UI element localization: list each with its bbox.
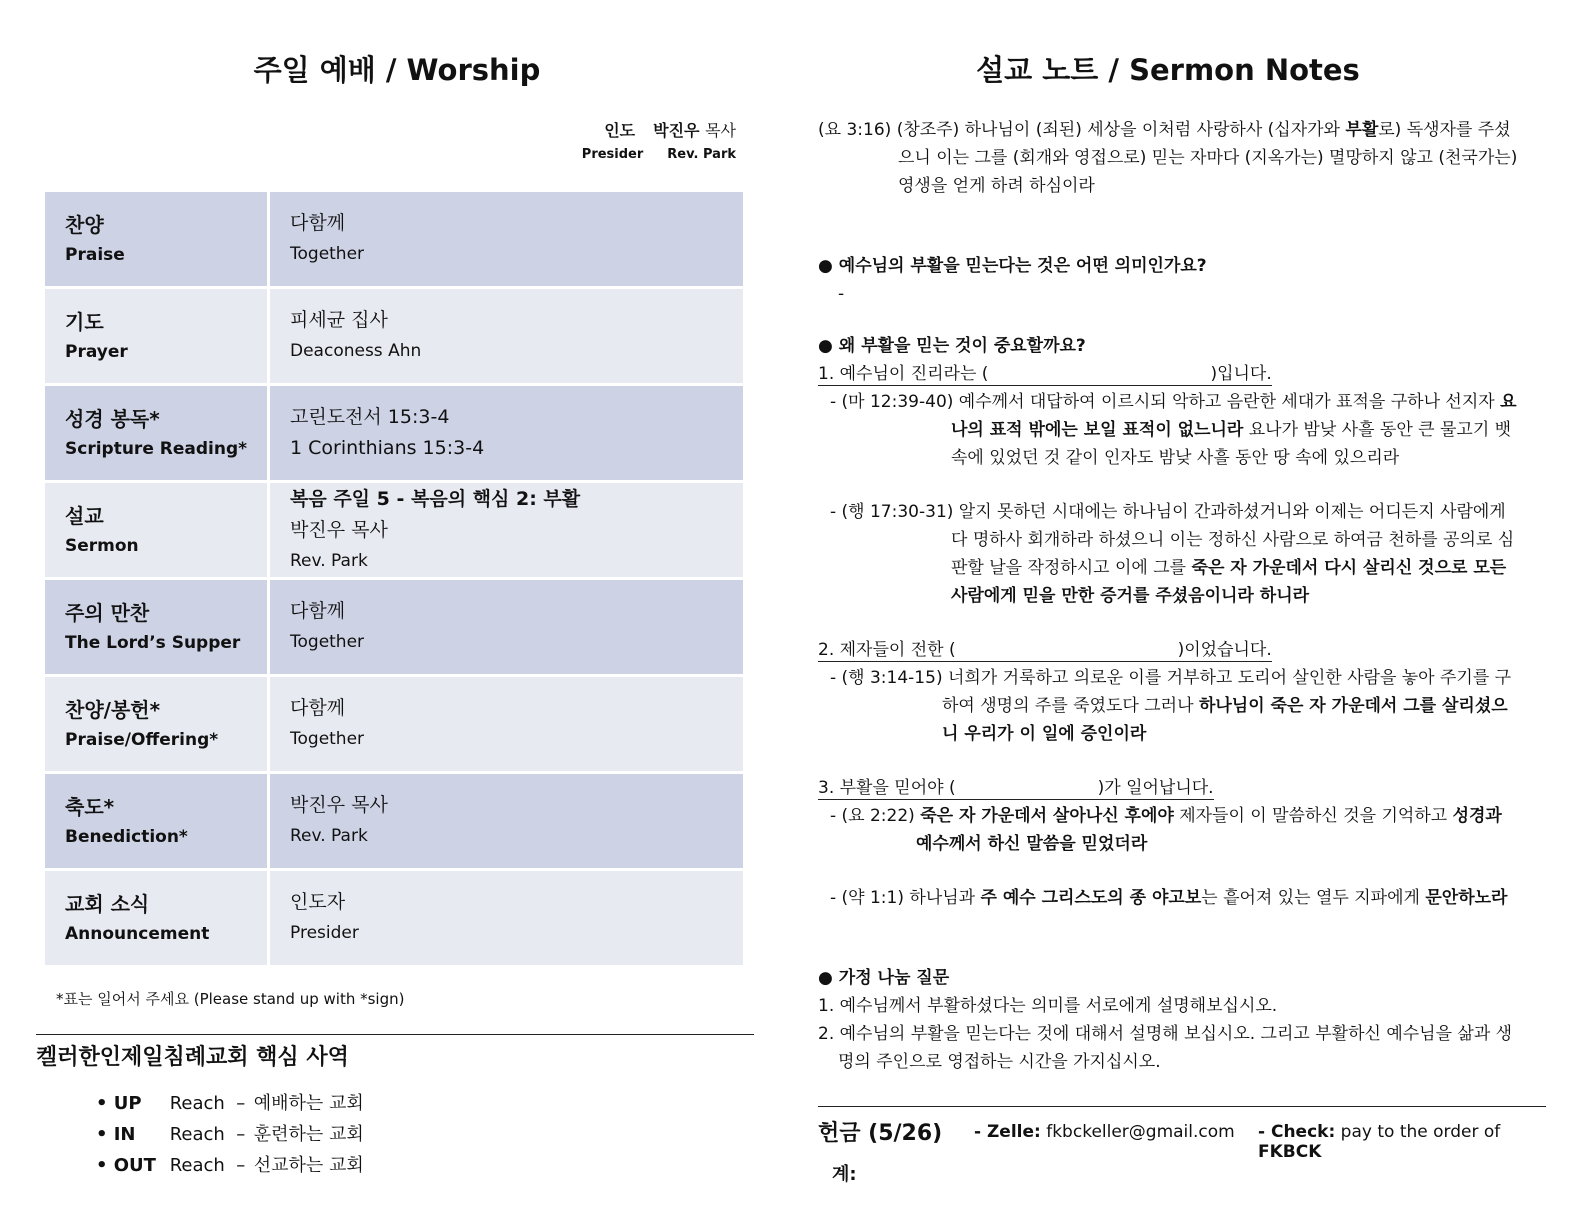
order-item-ko: 주의 만찬	[65, 601, 150, 625]
list-item: • UP Reach – 예배하는 교회	[96, 1093, 364, 1114]
order-detail-line: 1 Corinthians 15:3-4	[290, 437, 485, 459]
list-item: • OUT Reach – 선교하는 교회	[96, 1155, 364, 1176]
presider-role-ko: 인도	[604, 121, 636, 140]
table-row	[45, 677, 743, 774]
order-item-en: Scripture Reading*	[65, 439, 248, 459]
order-detail-line: Presider	[290, 923, 359, 943]
order-detail-line: 피세균 집사	[290, 309, 388, 331]
verse-line: 영생을 얻게 하려 하심이라	[898, 176, 1095, 196]
sermon-notes-panel	[818, 0, 1558, 1224]
order-item-en: Benediction*	[65, 827, 188, 847]
worship-order-table	[45, 192, 743, 968]
list-item: 명의 주인으로 영접하는 시간을 가지십시오.	[838, 1052, 1161, 1072]
verse-line: 나의 표적 밖에는 보일 표적이 없느니라 요나가 밤낮 사흘 동안 큰 물고기 뱃	[951, 420, 1512, 440]
point-1: 1. 예수님이 진리라는 ( )입니다.	[818, 364, 1272, 384]
verse-line: 판할 날을 작정하시고 이에 그를 죽은 자 가운데서 다시 살리신 것으로 모든	[951, 558, 1507, 578]
presider-name-ko: 박진우	[653, 121, 700, 140]
offering-title: 헌금 (5/26)	[818, 1121, 943, 1146]
verse-line: 다 명하사 회개하라 하셨으니 이는 정하신 사람으로 하여금 천하를 공의로 심	[951, 530, 1515, 550]
point-2: 2. 제자들이 전한 ( )이었습니다.	[818, 640, 1272, 660]
presider-role-en: Presider	[581, 147, 644, 162]
verse-matthew-12: - (마 12:39-40) 예수께서 대답하여 이르시되 악하고 음란한 세대가 표적을 구하나 선지자 요	[830, 392, 1517, 412]
table-row	[45, 289, 743, 386]
verse-acts-17: - (행 17:30-31) 알지 못하던 시대에는 하나님이 간과하셨거니와 이제는 어디든지 사람에게	[830, 502, 1506, 522]
table-row	[45, 774, 743, 871]
verse-james-1-1: - (약 1:1) 하나님과 주 예수 그리스도의 종 야고보는 흩어져 있는 열두 지파에게 문안하노라	[830, 888, 1508, 908]
order-item-ko: 성경 봉독*	[65, 407, 160, 431]
order-item-en: Announcement	[65, 924, 210, 944]
divider	[818, 1106, 1546, 1107]
order-item-en: Prayer	[65, 342, 128, 362]
zelle-info: - Zelle: fkbckeller@gmail.com	[974, 1122, 1235, 1142]
list-item: • IN Reach – 훈련하는 교회	[96, 1124, 364, 1145]
question-1: ● 예수님의 부활을 믿는다는 것은 어떤 의미인가요?	[818, 256, 1207, 276]
order-item-en: Sermon	[65, 536, 139, 556]
order-detail-line: Together	[290, 729, 365, 749]
presider-name-en: Rev. Park	[667, 147, 736, 162]
verse-john-3-16: (요 3:16) (창조주) 하나님이 (죄된) 세상을 이처럼 사랑하사 (십자가와 부활로) 독생자를 주셨	[818, 120, 1511, 140]
order-item-en: Praise	[65, 245, 125, 265]
answer-line: -	[838, 284, 845, 304]
order-detail-line: 다함께	[290, 212, 346, 234]
order-detail-line: Deaconess Ahn	[290, 341, 422, 361]
question-2: ● 왜 부활을 믿는 것이 중요할까요?	[818, 336, 1086, 356]
worship-panel	[36, 0, 758, 1224]
order-detail-line: 고린도전서 15:3-4	[290, 406, 450, 428]
verse-acts-3: - (행 3:14-15) 너희가 거룩하고 의로운 이를 거부하고 도리어 살인한 사람을 놓아 주기를 구	[830, 668, 1512, 688]
table-row	[45, 871, 743, 968]
order-item-ko: 축도*	[65, 795, 115, 819]
point-3: 3. 부활을 믿어야 ( )가 일어납니다.	[818, 778, 1214, 798]
worship-title: 주일 예배 / Worship	[253, 53, 541, 87]
order-item-ko: 설교	[65, 504, 104, 528]
offering-total: 계:	[832, 1164, 857, 1185]
table-row	[45, 386, 743, 483]
table-row	[45, 192, 743, 289]
verse-john-2-22: - (요 2:22) 죽은 자 가운데서 살아나신 후에야 제자들이 이 말씀하신 것을 기억하고 성경과	[830, 806, 1502, 826]
family-questions-title: ● 가정 나눔 질문	[818, 968, 950, 988]
check-info: - Check: pay to the order of FKBCK	[1258, 1122, 1501, 1162]
list-item: 2. 예수님의 부활을 믿는다는 것에 대해서 설명해 보십시오. 그리고 부활하신 예수님을 삶과 생	[818, 1024, 1513, 1044]
ministry-title: 켈러한인제일침례교회 핵심 사역	[36, 1045, 349, 1070]
order-detail-line: 박진우 목사	[290, 518, 388, 541]
presider-title-ko: 목사	[705, 121, 736, 140]
verse-line: 예수께서 하신 말씀을 믿었더라	[916, 834, 1148, 854]
table-row	[45, 483, 743, 580]
order-item-en: Praise/Offering*	[65, 730, 219, 750]
presider-block	[582, 118, 736, 162]
order-item-ko: 찬양	[65, 213, 104, 237]
order-detail-line: Rev. Park	[290, 550, 368, 571]
divider	[36, 1034, 754, 1035]
order-detail-line: Rev. Park	[290, 826, 368, 846]
stand-note: *표는 일어서 주세요 (Please stand up with *sign)	[56, 990, 405, 1008]
sermon-title: 복음 주일 5 - 복음의 핵심 2: 부활	[290, 487, 581, 510]
verse-line: 하여 생명의 주를 죽였도다 그러나 하나님이 죽은 자 가운데서 그를 살리셨으	[942, 696, 1508, 716]
order-detail-line: 다함께	[290, 600, 346, 622]
order-item-en: The Lord’s Supper	[65, 633, 241, 653]
order-detail-line: Together	[290, 244, 365, 264]
verse-line: 사람에게 믿을 만한 증거를 주셨음이니라 하니라	[951, 586, 1310, 606]
order-item-ko: 교회 소식	[65, 892, 150, 916]
list-item: 1. 예수님께서 부활하셨다는 의미를 서로에게 설명해보십시오.	[818, 996, 1278, 1016]
ministry-list	[96, 1088, 364, 1181]
order-detail-line: Together	[290, 632, 365, 652]
order-detail-line: 다함께	[290, 697, 346, 719]
verse-line: 속에 있었던 것 같이 인자도 밤낮 사흘 동안 땅 속에 있으리라	[951, 448, 1400, 468]
table-row	[45, 580, 743, 677]
order-detail-line: 박진우 목사	[290, 794, 388, 816]
order-detail-line: 인도자	[290, 891, 346, 913]
sermon-notes-title: 설교 노트 / Sermon Notes	[976, 53, 1360, 87]
order-item-ko: 기도	[65, 310, 104, 334]
verse-line: 니 우리가 이 일에 증인이라	[942, 724, 1147, 744]
order-item-ko: 찬양/봉헌*	[65, 698, 161, 722]
verse-line: 으니 이는 그를 (회개와 영접으로) 믿는 자마다 (지옥가는) 멸망하지 않고 (천국가는)	[898, 148, 1518, 168]
